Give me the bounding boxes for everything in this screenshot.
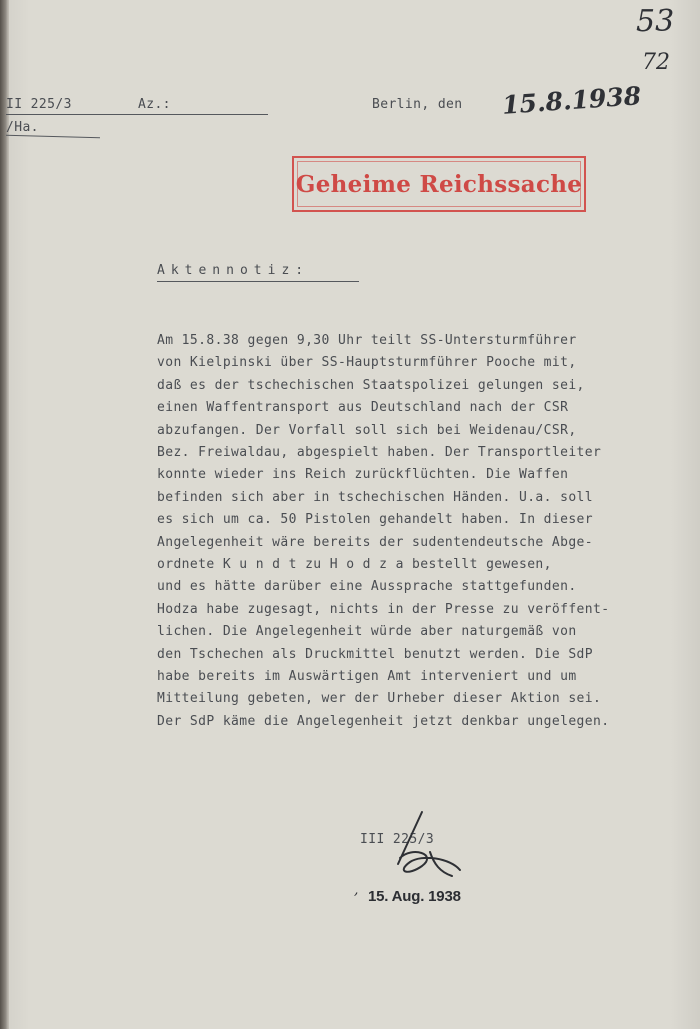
memo-heading: Aktennotiz: [157, 263, 310, 278]
memo-body-line: lichen. Die Angelegenheit würde aber naturgemäß von [157, 624, 577, 640]
footer-reference: III 225/3 [360, 832, 435, 847]
place-date-label: Berlin, den [372, 97, 463, 112]
reference-number: II 225/3 [6, 97, 72, 112]
received-date-stamp: 15. Aug. 1938 [368, 888, 461, 905]
memo-body-line: Der SdP käme die Angelegenheit jetzt denkbar ungelegen. [157, 713, 610, 729]
binding-edge [0, 0, 8, 1029]
archive-number-bottom: 72 [642, 50, 670, 75]
initials: /Ha. [6, 120, 39, 135]
memo-body-line: konnte wieder ins Reich zurückflüchten. Die Waffen [157, 467, 569, 483]
memo-body-line: Hodza habe zugesagt, nichts in der Presse zu veröffent- [157, 601, 610, 617]
signature-icon [360, 806, 470, 896]
memo-body-line: Mitteilung gebeten, wer der Urheber dieser Aktion sei. [157, 691, 602, 707]
memo-body-line: Angelegenheit wäre bereits der sudentendeutsche Abge- [157, 534, 594, 550]
memo-body-line: abzufangen. Der Vorfall soll sich bei Weidenau/CSR, [157, 422, 577, 438]
reference-underline [6, 114, 268, 115]
memo-body-line: Bez. Freiwaldau, abgespielt haben. Der Transportleiter [157, 445, 602, 460]
memo-body-line: einen Waffentransport aus Deutschland nach der CSR [157, 400, 569, 416]
handwritten-date: 15.8.1938 [501, 81, 643, 120]
memo-body-line: es sich um ca. 50 Pistolen gehandelt haben. In dieser [157, 512, 594, 528]
memo-body-line: den Tschechen als Druckmittel benutzt werden. Die SdP [157, 646, 594, 662]
az-label: Az.: [138, 97, 171, 112]
secret-stamp [292, 156, 586, 212]
memo-body-line: befinden sich aber in tschechischen Händen. U.a. soll [157, 489, 594, 505]
page-edge [8, 0, 9, 1029]
initials-underline [6, 135, 100, 138]
secret-stamp-text: Geheime Reichssache [295, 170, 583, 198]
memo-body-line: habe bereits im Auswärtigen Amt interveniert und um [157, 669, 577, 684]
memo-body-line: daß es der tschechischen Staatspolizei gelungen sei, [157, 377, 585, 393]
memo-body-line: von Kielpinski über SS-Hauptsturmführer Pooche mit, [157, 355, 577, 371]
memo-body-line: und es hätte darüber eine Aussprache stattgefunden. [157, 579, 577, 595]
stamp-tick: , [354, 882, 359, 898]
memo-heading-underline [157, 281, 359, 282]
memo-body-line: ordnete K u n d t zu H o d z a bestellt gewesen, [157, 557, 552, 572]
memo-body-line: Am 15.8.38 gegen 9,30 Uhr teilt SS-Untersturmführer [157, 333, 577, 348]
archive-number-top: 53 [636, 4, 675, 39]
